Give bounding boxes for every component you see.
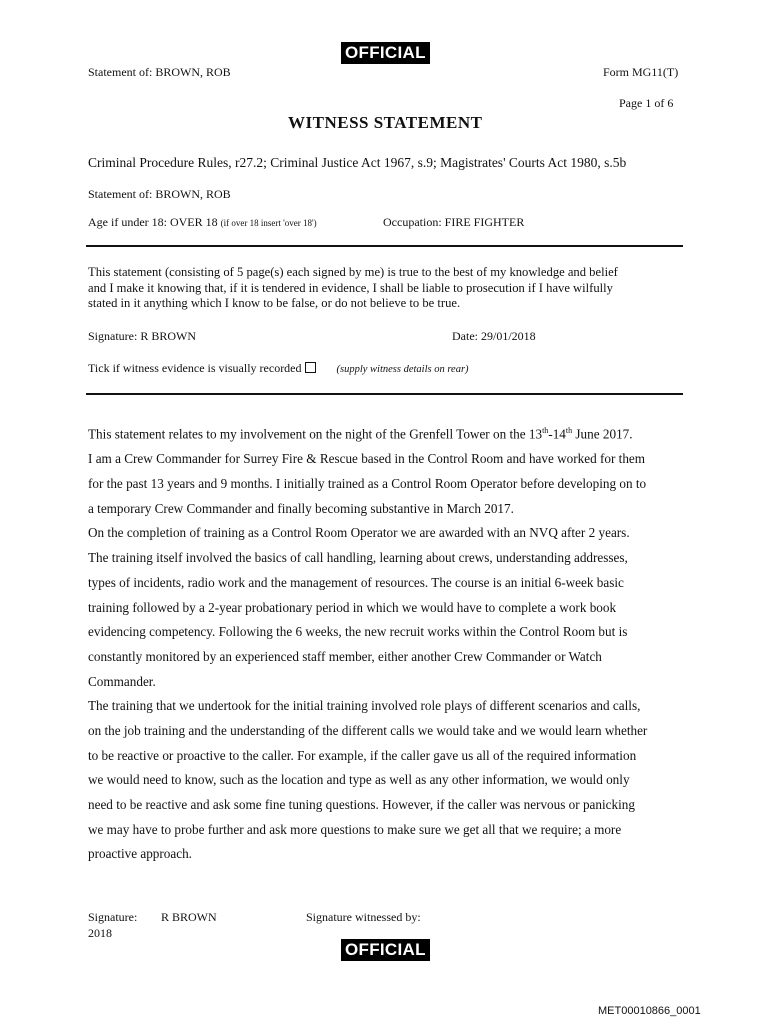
age-note: (if over 18 insert 'over 18') bbox=[220, 218, 317, 228]
declaration-text bbox=[88, 265, 618, 312]
declaration-signature: Signature: R BROWN bbox=[88, 329, 196, 343]
body-line: The training itself involved the basics of call handling, learning about crews, understanding addresses, bbox=[88, 550, 628, 565]
tick-note: (supply witness details on rear) bbox=[336, 364, 469, 375]
body-line: need to be reactive and ask some fine tuning questions. However, if the caller was nervous or panicking bbox=[88, 797, 635, 812]
witness-occupation: Occupation: FIRE FIGHTER bbox=[383, 215, 525, 229]
intro-text-end: June 2017. bbox=[572, 426, 633, 442]
visual-record-checkbox[interactable] bbox=[305, 362, 316, 373]
visual-record-row bbox=[88, 361, 469, 376]
body-line: evidencing competency. Following the 6 weeks, the new recruit works within the Control Room but is bbox=[88, 624, 628, 639]
intro-text-mid: -14 bbox=[548, 426, 566, 442]
legal-basis: Criminal Procedure Rules, r27.2; Criminal Justice Act 1967, s.9; Magistrates' Courts Act 1980, s.5b bbox=[88, 155, 627, 170]
body-line: I am a Crew Commander for Surrey Fire & Rescue based in the Control Room and have worked for them bbox=[88, 451, 646, 466]
body-line: On the completion of training as a Control Room Operator we are awarded with an NVQ after 2 years. bbox=[88, 525, 630, 540]
intro-text: This statement relates to my involvement on the night of the Grenfell Tower on the 13 bbox=[88, 426, 543, 442]
document-title: WITNESS STATEMENT bbox=[288, 113, 483, 132]
age-label: Age if under 18: OVER 18 bbox=[88, 215, 218, 229]
declaration-date: Date: 29/01/2018 bbox=[452, 329, 536, 343]
divider-top bbox=[86, 245, 683, 247]
body-line: on the job training and the understanding of the different calls we would take and we would learn whether bbox=[88, 723, 648, 738]
divider-bottom bbox=[86, 393, 683, 395]
body-line: constantly monitored by an experienced staff member, either another Crew Commander or Watch bbox=[88, 649, 602, 664]
footer-witnessed-label: Signature witnessed by: bbox=[306, 910, 421, 924]
body-line: proactive approach. bbox=[88, 846, 192, 861]
body-line: to be reactive or proactive to the caller. For example, if the caller gave us all of the required information bbox=[88, 748, 637, 763]
footer-signature-name: R BROWN bbox=[161, 910, 217, 924]
classification-banner-bottom: OFFICIAL bbox=[341, 939, 430, 961]
tick-label: Tick if witness evidence is visually recorded bbox=[88, 361, 302, 375]
page-number: Page 1 of 6 bbox=[619, 96, 674, 110]
declaration-line: and I make it knowing that, if it is tendered in evidence, I shall be liable to prosecution if I have wilfully bbox=[88, 280, 613, 295]
classification-banner-top: OFFICIAL bbox=[341, 42, 430, 64]
ordinal-suffix: th bbox=[542, 426, 549, 435]
witness-statement-of: Statement of: BROWN, ROB bbox=[88, 187, 231, 201]
footer-signature-label: Signature: bbox=[88, 910, 138, 924]
body-line: we would need to know, such as the location and type as well as any other information, we would only bbox=[88, 772, 630, 787]
document-id: MET00010866_0001 bbox=[598, 1005, 701, 1017]
body-line: The training that we undertook for the initial training involved role plays of different scenarios and calls, bbox=[88, 698, 641, 713]
body-line-intro bbox=[88, 426, 633, 442]
declaration-line: This statement (consisting of 5 page(s) each signed by me) is true to the best of my knowledge and belief bbox=[88, 265, 618, 279]
form-code: Form MG11(T) bbox=[603, 65, 679, 79]
body-line: for the past 13 years and 9 months. I initially trained as a Control Room Operator before developing on to bbox=[88, 476, 647, 491]
ordinal-suffix: th bbox=[565, 426, 573, 435]
body-line: types of incidents, radio work and the management of resources. The course is an initial 6-week basic bbox=[88, 575, 624, 590]
body-line: a temporary Crew Commander and finally becoming substantive in March 2017. bbox=[88, 501, 514, 516]
declaration-line: stated in it anything which I know to be false, or do not believe to be true. bbox=[88, 296, 461, 310]
footer-year: 2018 bbox=[88, 926, 112, 940]
body-line: we may have to probe further and ask more questions to make sure we get all that we require; a more bbox=[88, 822, 622, 837]
header-statement-of: Statement of: BROWN, ROB bbox=[88, 65, 231, 79]
witness-age bbox=[88, 215, 317, 230]
body-line: Commander. bbox=[88, 674, 156, 689]
body-line: training followed by a 2-year probationary period in which we would have to complete a work book bbox=[88, 600, 617, 615]
